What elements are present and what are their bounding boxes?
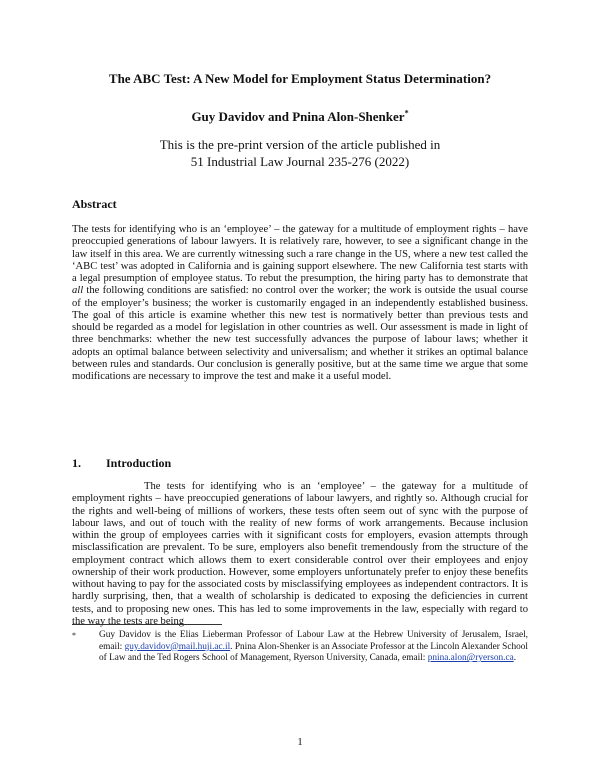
footnote-text-b: . Pnina Alon-Shenker is an Associate Professor at the Lincoln Alexander School of Law and the Ted Rogers School of Management, Ryerson University, Canada, email: [99, 641, 528, 664]
footnote-text-a: Guy Davidov is the Elias Lieberman Professor of Labour Law at the Hebrew University of Jerusalem, Israel, email: [99, 630, 528, 652]
email-link-davidov[interactable]: guy.davidov@mail.huji.ac.il [124, 641, 231, 652]
footnote [72, 630, 528, 665]
paper-authors [0, 109, 600, 125]
abstract-text-b: the following conditions are satisfied: no control over the worker; the work is outside the usual course of the employer’s business; the worker is customarily engaged in an independently established business. The goal of this article is examine whether this new test is normatively better than previous tests and should be regarded as a model for legislation in other countries as well. Our assessment is made in light of three benchmarks: whether the new test successfully advances the purpose of labour laws; whether it adopts an optimal balance between selectivity and universalism; and whether it strikes an optimal balance between rules and standards. Our conclusion is generally positive, but at the same time we argue that some modifications are necessary to improve the test and make it a useful model. [72, 285, 528, 382]
preprint-line-2: 51 Industrial Law Journal 235-276 (2022) [190, 153, 410, 169]
abstract-emphasis: all [72, 285, 84, 297]
abstract-text-a: The tests for identifying who is an ‘employee’ – the gateway for a multitude of employment rights – have preoccupied generations of labour lawyers. It is relatively rare, however, to see a significant change in the law itself in this area. We are currently witnessing such a rare change in the US, where a new test called the ‘ABC test’ was adopted in California and is gaining support elsewhere. The new California test starts with a legal presumption of employee status. To rebut the presumption, the hiring party has to demonstrate that [72, 224, 528, 284]
section-number: 1. [72, 456, 81, 470]
footnote-text-c: . [513, 653, 517, 664]
abstract-heading: Abstract [72, 197, 117, 211]
footnote-divider [72, 624, 222, 625]
introduction-body: The tests for identifying who is an ‘employee’ – the gateway for a multitude of employment rights – have preoccupied generations of labour lawyers, and rightly so. Although crucial for the rights and well-being of millions of workers, these tests often seem out of sync with the purpose of labour laws, and out of touch with the reality of new forms of work arrangements. Because inclusion within the group of employees carries with it significant costs for employers, evasion attempts through misclassification are prevalent. To be sure, employers also benefit tremendously from the structure of the employment contract which allows them to exert considerable control over their employees and enjoy ownership of their work production. However, some employers unfortunately prefer to enjoy these benefits without having to pay for the associated costs by misclassifying employees as independent contractors. It is hardly surprising, then, that a wealth of scholarship is dedicated to exposing the deficiencies in current tests, and to proposing new ones. This has led to some improvements in the law, especially with regard to the way the tests are being [72, 481, 528, 627]
paper-title: The ABC Test: A New Model for Employment Status Determination? [108, 71, 492, 86]
author-footnote-mark[interactable]: * [404, 108, 409, 118]
author-names: Guy Davidov and Pnina Alon-Shenker [191, 109, 405, 124]
footnote-mark: * [72, 631, 76, 640]
page-number: 1 [297, 737, 303, 748]
email-link-alon-shenker[interactable]: pnina.alon@ryerson.ca [427, 653, 514, 664]
preprint-notice [0, 137, 600, 170]
section-heading-introduction [72, 456, 171, 470]
footnote-text [99, 630, 528, 665]
abstract-body [72, 224, 528, 383]
section-title: Introduction [106, 456, 172, 470]
preprint-line-1: This is the pre-print version of the article published in [159, 137, 441, 152]
